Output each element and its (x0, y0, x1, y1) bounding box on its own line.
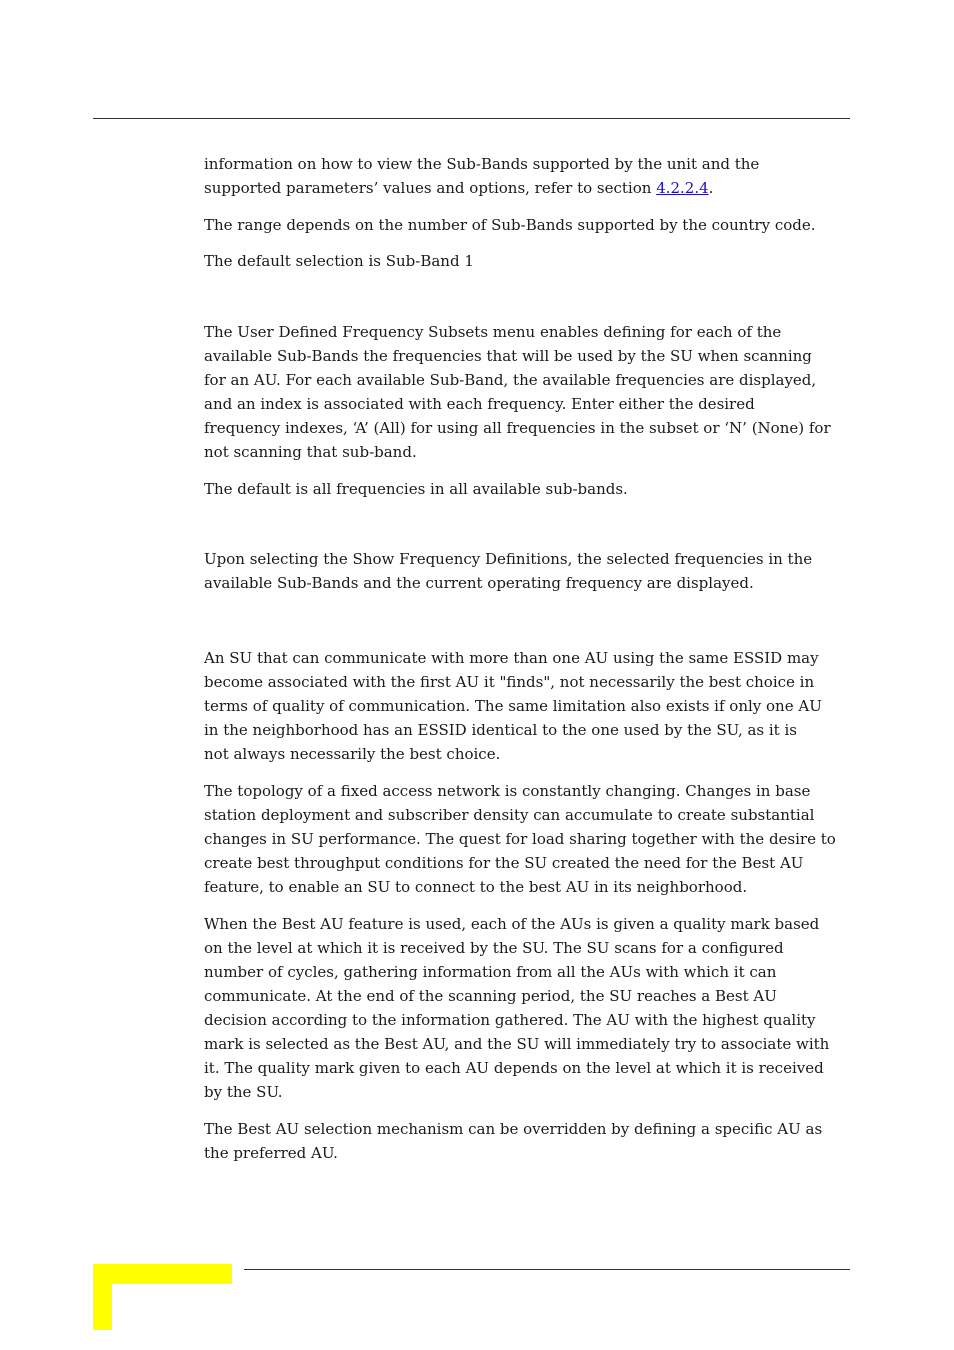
text-line: The User Defined Frequency Subsets menu enables defining for each of the (204, 323, 782, 341)
text-line: communicate. At the end of the scanning period, the SU reaches a Best AU (204, 987, 777, 1005)
paragraph-default-frequencies (204, 477, 854, 501)
paragraph-best-au-feature (204, 912, 854, 1104)
paragraph-essid-association (204, 646, 854, 766)
text-fragment: . (708, 179, 714, 197)
text-line: in the neighborhood has an ESSID identical to the one used by the SU, as it is (204, 721, 797, 739)
text-line: by the SU. (204, 1083, 283, 1101)
text-line: The default selection is Sub-Band 1 (204, 252, 474, 270)
text-line: feature, to enable an SU to connect to the best AU in its neighborhood. (204, 878, 748, 896)
paragraph-network-topology (204, 779, 854, 899)
footer-accent-bar (93, 1264, 232, 1284)
text-line: When the Best AU feature is used, each of the AUs is given a quality mark based (204, 915, 820, 933)
text-line: frequency indexes, ‘A’ (All) for using all frequencies in the subset or ‘N’ (None) for (204, 419, 831, 437)
text-fragment: supported parameters’ values and options, refer to section (204, 179, 657, 197)
paragraph-range (204, 213, 854, 237)
header-rule (93, 118, 850, 119)
text-line: it. The quality mark given to each AU depends on the level at which it is received (204, 1059, 824, 1077)
text-line: become associated with the first AU it "finds", not necessarily the best choice in (204, 673, 815, 691)
text-line: An SU that can communicate with more than one AU using the same ESSID may (204, 649, 819, 667)
text-line: not always necessarily the best choice. (204, 745, 501, 763)
text-line: on the level at which it is received by the SU. The SU scans for a configured (204, 939, 784, 957)
text-line: for an AU. For each available Sub-Band, the available frequencies are displayed, (204, 371, 817, 389)
section-link[interactable]: 4.2.2.4 (656, 179, 709, 197)
text-line: available Sub-Bands and the current operating frequency are displayed. (204, 574, 754, 592)
text-line: station deployment and subscriber density can accumulate to create substantial (204, 806, 815, 824)
text-line: The range depends on the number of Sub-Bands supported by the country code. (204, 216, 816, 234)
text-line (204, 176, 854, 200)
text-line: The topology of a fixed access network is constantly changing. Changes in base (204, 782, 811, 800)
text-line: create best throughput conditions for the SU created the need for the Best AU (204, 854, 804, 872)
text-line: the preferred AU. (204, 1144, 338, 1162)
text-line: not scanning that sub-band. (204, 443, 417, 461)
text-line: information on how to view the Sub-Bands supported by the unit and the (204, 155, 760, 173)
paragraph-show-frequency (204, 547, 854, 595)
text-line: changes in SU performance. The quest for load sharing together with the desire to (204, 830, 836, 848)
text-line: number of cycles, gathering information from all the AUs with which it can (204, 963, 777, 981)
paragraph-default-subband (204, 249, 854, 273)
text-line: The default is all frequencies in all available sub-bands. (204, 480, 628, 498)
text-line: Upon selecting the Show Frequency Definitions, the selected frequencies in the (204, 550, 813, 568)
text-line: decision according to the information gathered. The AU with the highest quality (204, 1011, 816, 1029)
paragraph-user-defined-subsets (204, 320, 854, 464)
text-line: and an index is associated with each frequency. Enter either the desired (204, 395, 755, 413)
paragraph-subband-info (204, 152, 854, 200)
paragraph-preferred-au (204, 1117, 854, 1165)
footer-accent-stem (93, 1264, 112, 1330)
footer-rule (244, 1269, 850, 1270)
text-line: available Sub-Bands the frequencies that will be used by the SU when scanning (204, 347, 812, 365)
text-line: mark is selected as the Best AU, and the SU will immediately try to associate with (204, 1035, 830, 1053)
text-line: The Best AU selection mechanism can be overridden by defining a specific AU as (204, 1120, 823, 1138)
text-line: terms of quality of communication. The same limitation also exists if only one AU (204, 697, 822, 715)
